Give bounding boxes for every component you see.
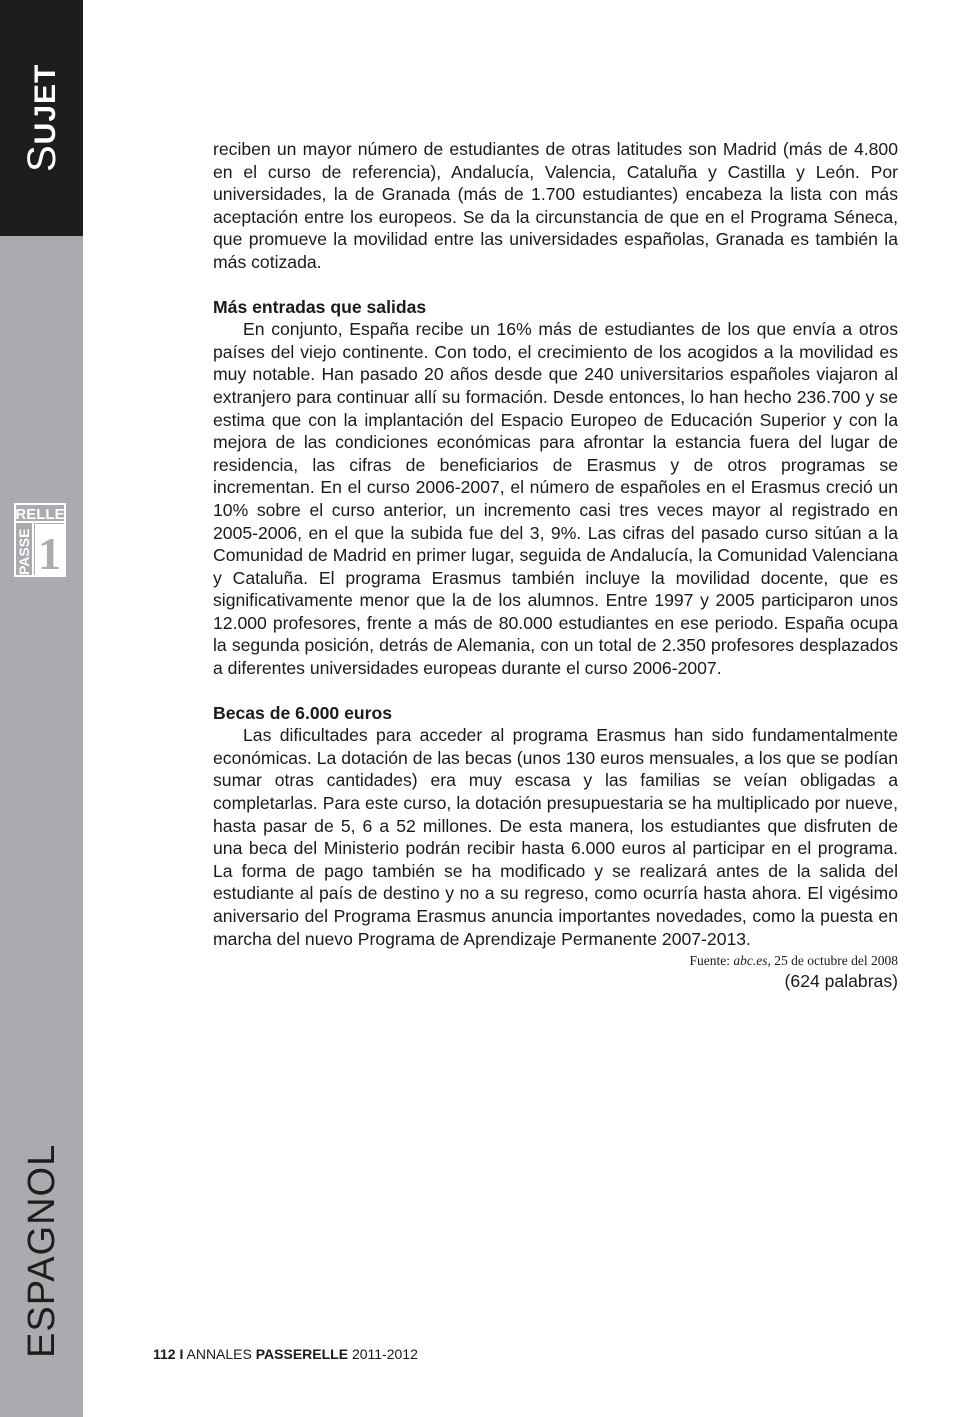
- page-number: 112: [153, 1346, 176, 1362]
- section-heading-entradas: Más entradas que salidas: [213, 296, 427, 317]
- section-heading-becas: Becas de 6.000 euros: [213, 702, 392, 723]
- footer-series: ANNALES: [186, 1346, 252, 1362]
- passerelle-logo: [14, 503, 66, 577]
- section-label-initial: S: [20, 144, 64, 172]
- article-paragraph-intro: reciben un mayor número de estudiantes de otras latitudes son Madrid (más de 4.800 en el curso de referencia), Andalucía, Valencia, Cataluña y Castilla y León. Por universidades, la de Granada (más de 1.700 estudiantes) encabeza la lista con más aceptación entre los europeos. Se da la circunstancia de que en el Programa Séneca, que promueve la movilidad entre las universidades españolas, Granada es también la más cotizada.: [213, 139, 898, 272]
- section-label: [20, 63, 64, 172]
- article-body: [213, 138, 898, 992]
- footer-brand: PASSERELLE: [255, 1346, 349, 1362]
- section-label-rest: UJET: [29, 63, 62, 145]
- logo-top-text: RELLE: [15, 506, 65, 523]
- article-paragraph-entradas: En conjunto, España recibe un 16% más de estudiantes de los que envía a otros países del viejo continente. Con todo, el crecimiento de los acogidos a la movilidad es muy notable. Han pasado 20 años desde que 240 universitarios españoles viajaron al extranjero para continuar allí su formación. Desde entonces, lo han hecho 236.700 y se estima que con la implantación del Espacio Europeo de Educación Superior y con la mejora de las condiciones económicas para afrontar la estancia fuera del lugar de residencia, las cifras de beneficiarios de Erasmus y de otros programas se incrementan. En el curso 2006-2007, el número de españoles en el Erasmus creció un 10% sobre el curso anterior, un incremento casi tres veces mayor al registrado en 2005-2006, en el que la subida fue del 3, 9%. Las cifras del pasado curso sitúan a la Comunidad de Madrid en primer lugar, seguida de Andalucía, la Comunidad Valenciana y Cataluña. El programa Erasmus también incluye la movilidad docente, que es significativamente menor que la de los alumnos. Entre 1997 y 2005 participaron unos 12.000 profesores, frente a más de 80.000 estudiantes en ese periodo. España ocupa la segunda posición, detrás de Alemania, con un total de 2.350 profesores desplazados a diferentes universidades europeas durante el curso 2006-2007.: [213, 319, 898, 679]
- footer-years: 2011-2012: [351, 1346, 418, 1362]
- page-footer: [153, 1345, 418, 1363]
- logo-side-text: PASSE: [16, 528, 32, 575]
- footer-separator: I: [179, 1346, 184, 1362]
- source-citation: [213, 952, 898, 970]
- source-date: 25 de octubre del 2008: [770, 953, 898, 969]
- article-paragraph-becas: Las dificultades para acceder al programa Erasmus han sido fundamentalmente económicas. La dotación de las becas (unos 130 euros mensuales, a los que se podían sumar otras cantidades) era muy escasa y las familias se veían obligadas a completarlas. Para este curso, la dotación presupuestaria se ha multiplicado por nueve, hasta pasar de 5, 6 a 52 millones. De esta manera, los estudiantes que disfruten de una beca del Ministerio podrán recibir hasta 6.000 euros al participar en el programa. La forma de pago también se ha modificado y se realizará antes de la salida del estudiante al país de destino y no a su regreso, como ocurría hasta ahora. El vigésimo aniversario del Programa Erasmus anuncia importantes novedades, como la puesta en marcha del nuevo Programa de Aprendizaje Permanente 2007-2013.: [213, 725, 898, 949]
- sidebar: [0, 0, 83, 1417]
- sidebar-section-block: [0, 0, 83, 236]
- word-count: (624 palabras): [784, 971, 898, 992]
- source-prefix: Fuente:: [689, 953, 734, 969]
- logo-number: 1: [38, 528, 61, 577]
- source-name: abc.es,: [733, 953, 771, 969]
- subject-label: ESPAGNOL: [21, 1143, 63, 1358]
